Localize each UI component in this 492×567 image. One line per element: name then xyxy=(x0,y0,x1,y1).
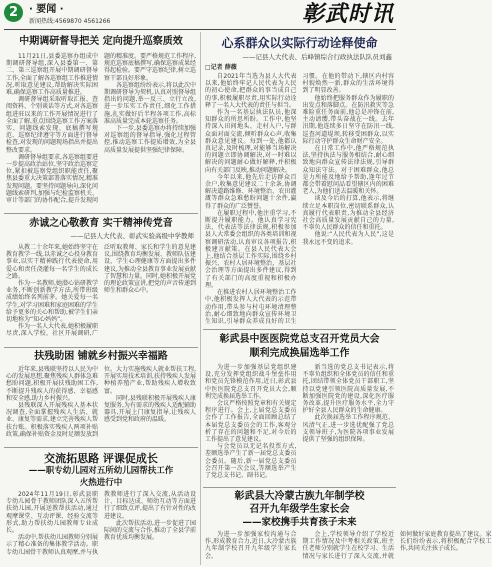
article-paragraph: 县残联深入开展残疾人基本状况调查,全面掌握残疾人生活、就业、康复等需求,建立完善残疾人帮扶台账。积极落实残疾人两项补贴政策,确保补贴资金及时足额发放到位。大力实施残疾人就业帮扶工程,开展实用技术培训,扶持残疾人发展种植养殖产业,帮助残疾人增收致富。 xyxy=(6,366,196,438)
article-paragraph: 此次帮扶活动,进一步促进了园际间的交流与合作,推动了全县学前教育优质均衡发展。 xyxy=(104,519,196,542)
article-paragraph: 在推进农村人居环境整治工作中,他积极发挥人大代表的示范带动作用,带头参与村屯环境清理整治,耐心细致地向群众宣传环境卫生知识,引导群众养成良好的卫生习惯。在他的带动下,辖区内村容村貌焕然一新,群众的生活环境得到了明显改善。 xyxy=(205,73,394,325)
article-paragraph: 各巡察组纷纷表示,将以此次中期调研督导为契机,认真对照督导组指出的问题,举一反三、立行立改,进一步压实工作责任,细化工作措施,扎实做好后半程各项工作,高标准高质量完成本轮巡察任务。 xyxy=(104,81,196,125)
article-body xyxy=(6,244,196,344)
article-subtitle: ——记县人大代表、后峰镇综合行政执法队队员刘鑫 xyxy=(242,53,392,61)
article-inspection-supervision xyxy=(4,32,198,212)
article-body xyxy=(205,531,492,564)
article-divider xyxy=(203,487,396,488)
article-disability-assistance xyxy=(4,349,198,446)
article-deputy-profile xyxy=(203,32,396,328)
article-title-line: 召开九年级学生家长会 xyxy=(249,504,350,515)
article-paragraph: 为进一步加强家校沟通与合作,形成教育合力,近日,大冷蒙古族九年制学校召开九年级学生家长会。 xyxy=(205,531,297,560)
article-title: 心系群众以实际行动诠释使命 xyxy=(221,36,378,50)
article-paragraph: 活动中,帮扶幼儿园教师分别展示了精心准备的集体教学活动。职专幼儿园骨干教师认真观摩,并与执教教师进行了深入交流,从活动设计、目标达成、师幼互动等方面进行了细致点评,提出了有针对性的改进建议。 xyxy=(6,491,196,556)
article-title-line: ——家校携手共育孩子未来 xyxy=(242,517,357,528)
article-paragraph: 新当选的党总支书记表示,将不辜负组织和全体党员的信任和重托,团结带领全体党员干部职工,坚持以党建引领医院高质量发展,不断加强医院党的建设,深化医疗服务改革,提升医疗服务水平,全力守护好全县人民群众的生命健康。 xyxy=(302,364,394,415)
article-divider xyxy=(4,347,198,348)
article-paragraph: 调研督导组采取听取汇报、查阅资料、个别谈话等方式,对各巡察组进驻以来的工作开展情况进行了全面了解,重点围绕巡察工作方案落实、问题线索发现、底稿撰写规范、巡察纪律遵守等方面进行督导检查,对发现的问题现场指出并提出整改要求。 xyxy=(6,96,98,154)
article-subtitle: ——记县人大代表、彰武实验高级中学教师 xyxy=(70,232,194,240)
article-paragraph: 与会党员以无记名投票方式,差额选举产生了新一届党总支委员会委员。随后,新一届党总支委员会召开第一次会议,等额选举产生了党总支书记、副书记。 xyxy=(205,443,297,480)
article-paragraph: 会议严格按照党章和有关规定程序进行。会上,上届党总支委员会作了工作报告,全面回顾总结了本届党总支委员会的工作,客观分析了存在的问题和不足,对今后的工作提出了意见建议。 xyxy=(205,400,297,444)
article-paragraph: 他始终把服务群众作为履职的出发点和落脚点。在防汛救灾等急难险重任务面前,他总是冲锋在前,主动请缨,带头奋战在一线。去年汛期,他连续多日坚守在防汛一线,巡查河道堤坝,转移受困群众,以实际行动守护群众生命财产安全。 xyxy=(302,94,394,145)
article-title: 赤诚之心敬教育 实干精神传党音 xyxy=(29,218,173,229)
article-paragraph: 11月21日,县委巡察办组成中期调研督导组,深入县委第一、第二、第三巡察组开展中期调研督导工作,全面了解各巡察组工作推进情况,听取意见建议,帮助解决实际困难,确保巡察工作高质量推进。 xyxy=(6,53,98,97)
article-body xyxy=(205,364,394,486)
article-paragraph: 在履职过程中,他注重学习,不断提升履职能力。他认真学习宪法、代表法等法律法规,积极参加县人大常委会组织的各类培训和视察调研活动,认真审议各项报告,积极建言献策。在县人民代表大会上,他结合基层工作实际,围绕乡村振兴、农村人居环境整治、基层社会治理等方面提出多件建议,得到了有关部门的高度重视和积极办理。 xyxy=(205,209,297,289)
column-divider xyxy=(200,32,201,565)
article-body xyxy=(6,53,196,211)
article-paragraph: 为进一步加强基层党组织建设,充分发挥党组织战斗堡垒作用和党员先锋模范作用,近日,彰武县中医医院党总支召开党员大会,顺利完成换届选举工作。 xyxy=(205,364,297,400)
article-paragraph: 他说:“人民代表为人民”,这是我永远不变的追求。 xyxy=(302,231,394,246)
article-body xyxy=(205,73,394,326)
article-paragraph: 下一步,县委巡察办将持续加强对巡察组的督导指导,强化过程管控,推动巡察工作提质增效,为全县高质量发展提供坚强纪律保障。 xyxy=(104,125,196,154)
article-paragraph: 作为一名教师,她潜心钻研教学业务,不断创新教学方法,所带班级成绩始终名列前茅。她关爱每一名学生,对学习困难和家庭困难的学生给予更多的关心和帮助,被学生们亲切地称为“知心妈妈”。 xyxy=(6,280,98,324)
article-paragraph: 自2021年当选为县人大代表以来,他始终牢记人民代表为人民的初心使命,把群众的事当成自己的事,积极履职尽责,用实际行动诠释了一名人大代表的责任与担当。 xyxy=(205,73,297,109)
article-title: 中期调研督导把关 定向提升巡察质效 xyxy=(19,36,183,47)
article-hospital-election xyxy=(203,331,396,486)
article-paragraph: 此次换届选举工作程序规范、风清气正,进一步选优配强了党总支领导班子,为医院各项事业发展提供了坚强的组织保障。 xyxy=(302,414,394,444)
article-title-line: 顺利完成换届选举工作 xyxy=(249,348,350,359)
article-byline: □记者 薛薇 xyxy=(205,64,237,71)
article-title-line: 火热进行中 xyxy=(79,478,123,488)
article-paragraph: 谈及今后的打算,他表示,将继续立足本职岗位,密切联系群众,认真履行代表职责,为推动全县经济社会高质量发展贡献自己的力量,不辜负人民群众的信任和重托。 xyxy=(302,195,394,232)
article-divider xyxy=(4,447,198,448)
newspaper-masthead: 彰武时讯 xyxy=(301,1,394,27)
article-title-line: ——职专幼儿园对五所幼儿园帮扶工作 xyxy=(28,466,174,476)
article-paragraph: 2024年11月19日,彰武县职专幼儿园骨干教师团队深入五所帮扶幼儿园,开展送教帮扶活动,通过观摩课堂、互动评课、经验交流等形式,助力帮扶幼儿园教师专业成长。 xyxy=(6,491,98,535)
section-label: · 要闻 · xyxy=(29,4,64,15)
article-paragraph: 作为一名基层执法队员,他深知群众的所思所盼。工作中,他坚持深入田间地头、走村入户,与群众面对面交流,倾听群众心声,收集群众意见建议。每到一处,他都认真记录,及时梳理,对能够当场解决的问题立即协调解决,对一时难以解决的问题耐心做好解释,并积极向有关部门反映,推动问题解决。 xyxy=(205,109,297,174)
article-parents-meeting xyxy=(203,489,492,565)
news-hotline: 新闻热线:4569870 4561266 xyxy=(29,18,111,25)
article-title-line: 彰武县大冷蒙古族九年制学校 xyxy=(234,491,365,502)
article-paragraph: 同时,县残联积极开展残疾人康复服务,为有需求的残疾人适配辅助器具,开展上门康复指导,让残疾人感受到党和政府的温暖。 xyxy=(104,394,196,424)
article-paragraph: 近年来,县残联坚持以人民为中心的发展思想,聚焦残疾人群体急难愁盼问题,积极开展扶残助困工作,不断提升残疾人的获得感、幸福感和安全感,助力乡村振兴。 xyxy=(6,366,98,402)
article-divider xyxy=(203,329,396,330)
article-divider xyxy=(4,213,198,214)
article-kindergarten-assistance xyxy=(4,449,198,565)
header-divider xyxy=(4,29,396,30)
article-title: 交流拓思路 评课促成长 xyxy=(44,452,158,465)
article-paragraph: 会上,学校领导介绍了学校近期工作情况及中考相关政策,班主任老师分别就学生在校学习、生活情况与家长进行了深入交流,并就如何做好家庭教育提出了建议。家长们纷纷表示,将积极配合学校工作,共同关注孩子成长。 xyxy=(302,531,492,560)
article-paragraph: 从教二十余年来,她始终坚守在教育教学一线,以赤诚之心投身教育事业,以实干精神践行代表使命,用爱心和责任浇灌每一名学生的成长之路。 xyxy=(6,244,98,280)
article-paragraph: 调研督导组要求,各巡察组要进一步提高政治站位,坚守政治巡察定位,紧扣被巡察党组织职能责任,聚焦县委重大决策部署落实情况,精准发现问题。要坚持问题导向,深化问题线索研判,加强与纪检监察机关、审计等部门的协作配合,提升发现问题的精准度。要严格规范工作程序,规范巡察底稿撰写,确保巡察成果经得起检验。要严守巡察纪律,树立巡察干部良好形象。 xyxy=(6,53,196,205)
article-title-line: 彰武县中医医院党总支召开党员大会 xyxy=(219,334,380,345)
article-title: 扶残助困 铺就乡村振兴幸福路 xyxy=(34,351,168,362)
article-paragraph: 作为一名人大代表,她积极履职尽责,深入学校、社区开展调研,广泛听取教师、家长和学生的意见建议,围绕教育均衡发展、教师队伍建设、学生心理健康等方面提出多件建议,为推动全县教育事业发展贡献了智慧和力量。同时,她积极开展党的理论政策宣讲,把党的声音传递到师生和群众心中。 xyxy=(6,244,196,338)
article-paragraph: 今年以来,他先后走访群众百余户,收集意见建议二十余条,协调解决道路维修、环境整治、农田灌溉等群众急难愁盼问题十余件,赢得了群众的广泛赞誉。 xyxy=(205,173,297,210)
article-teacher-profile xyxy=(4,215,198,346)
article-body xyxy=(6,366,196,444)
page-number-badge: 2 xyxy=(4,3,23,22)
article-body xyxy=(6,491,196,563)
article-paragraph: 在日常工作中,他严格规范执法,坚持执法与服务相结合,耐心细致地向群众宣传法律法规,引导群众知法守法。对于困难群众,他总是力所能及地给予帮助,逢年过节都会带着慰问品看望辖区内的困难老人,为他们送去温暖和关怀。 xyxy=(302,145,394,196)
